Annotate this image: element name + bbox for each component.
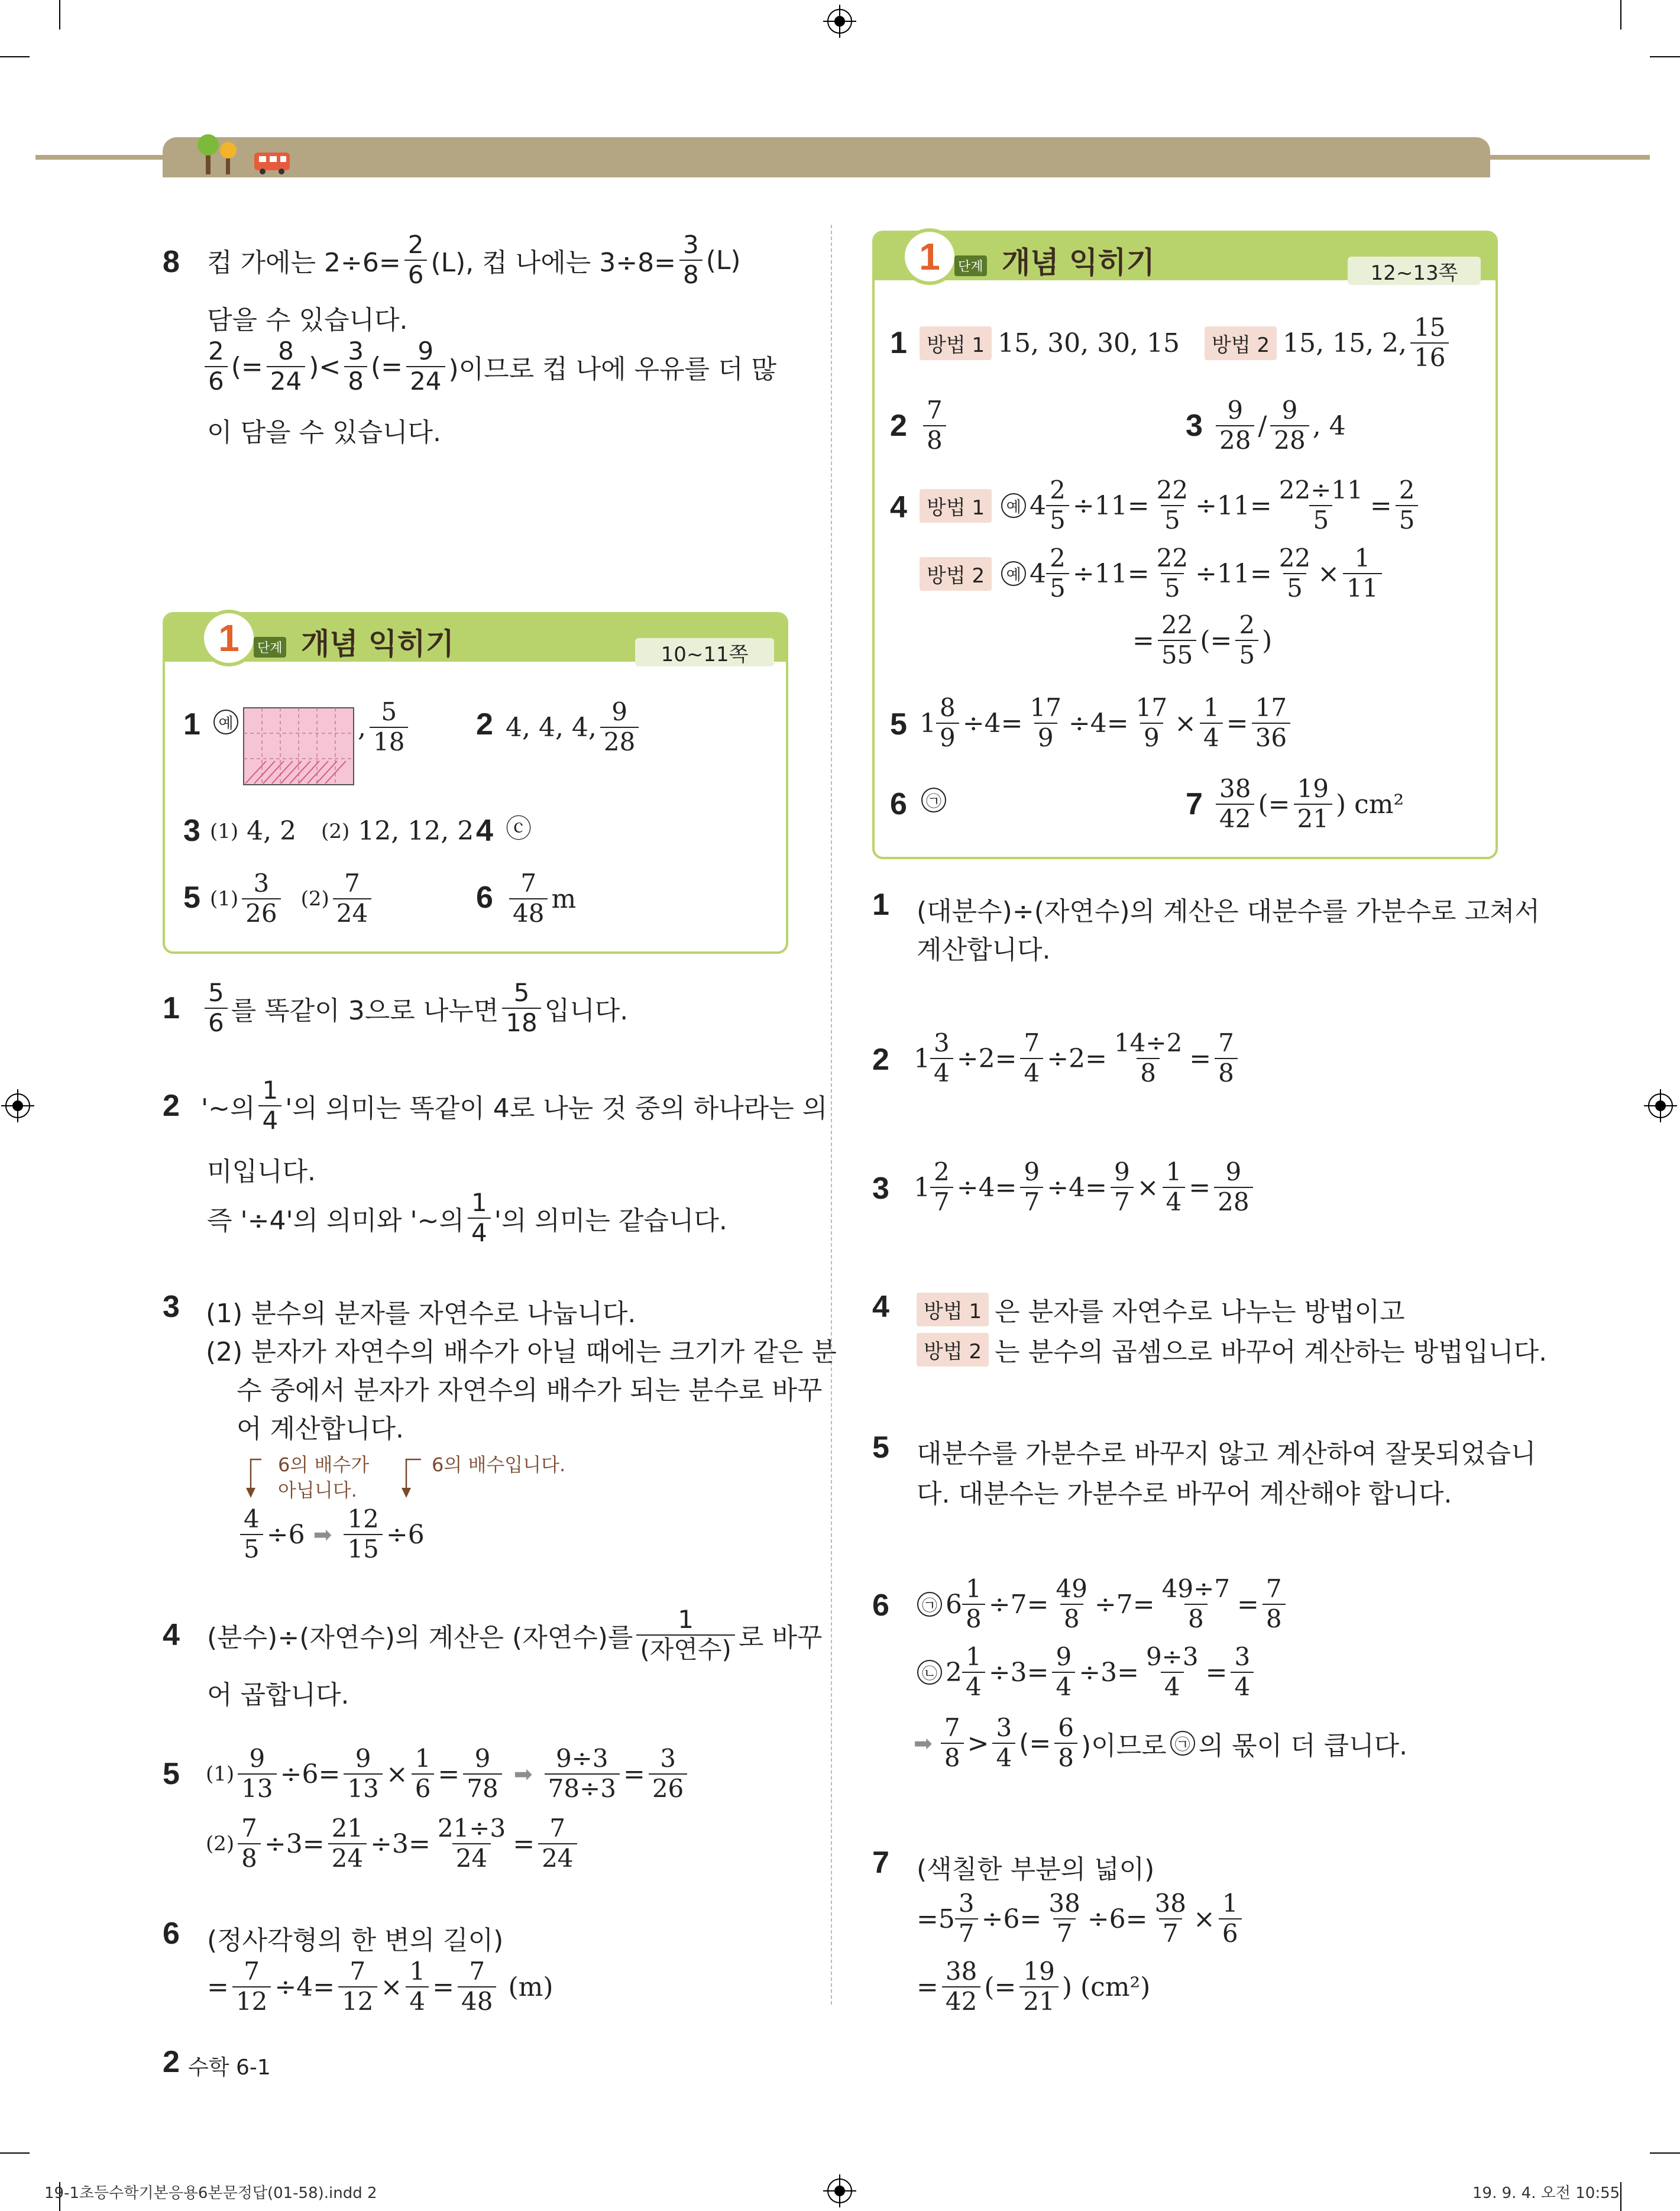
explanation-7-line3: = $\frac{38}{42}$ (= $\frac{19}{21}$ ) (cm²) bbox=[917, 1957, 1151, 2016]
registration-mark-icon bbox=[822, 4, 857, 39]
method-badge: 방법 2 bbox=[917, 1333, 989, 1367]
explanation-4-line1: 방법 1 은 분자를 자연수로 나누는 방법이고 bbox=[917, 1290, 1405, 1328]
answer-number: 3 bbox=[1186, 409, 1203, 443]
answer-1: 방법 1 15, 30, 30, 15 방법 2 15, 15, 2, $\frac{15}{16}$ bbox=[920, 310, 1452, 375]
box-title: 개념 익히기 bbox=[301, 627, 454, 661]
note-not-multiple: 6의 배수가 bbox=[278, 1454, 370, 1476]
registration-mark-icon bbox=[0, 1088, 35, 1124]
right-arrow-icon: ➡ bbox=[513, 1761, 533, 1787]
answer-4: ⓒ bbox=[506, 814, 532, 844]
crop-mark bbox=[59, 0, 60, 30]
answer-number: 5 bbox=[890, 707, 907, 742]
fraction: $\frac{2}{6}$ bbox=[404, 232, 428, 288]
fraction: $\frac{12}{15}$ bbox=[344, 1507, 382, 1562]
fraction: $\frac{3}{8}$ bbox=[679, 232, 703, 288]
method-badge: 방법 2 bbox=[920, 557, 992, 591]
column-divider bbox=[831, 225, 832, 2005]
explanation-2: 1 $\frac{3}{4}$ ÷2= $\frac{7}{4}$ ÷2= $\frac{14\div 2}{8}$ = $\frac{7}{8}$ bbox=[914, 1026, 1241, 1091]
fraction: $\frac{7}{48}$ bbox=[509, 871, 548, 927]
explanation-1: $\frac{5}{6}$ 를 똑같이 3으로 나누면 $\frac{5}{18}$ 입니다. bbox=[201, 976, 628, 1041]
answer-number: 7 bbox=[1186, 787, 1203, 821]
answer-number: 4 bbox=[476, 814, 493, 848]
explanation-number: 2 bbox=[872, 1043, 889, 1077]
explanation-3-line1: (1) 분수의 분자를 자연수로 나눕니다. bbox=[206, 1299, 636, 1329]
page-range: 12~13쪽 bbox=[1348, 257, 1481, 285]
print-date: 19. 9. 4. 오전 10:55 bbox=[1472, 2184, 1620, 2202]
explanation-7-line2: =5 $\frac{3}{7}$ ÷6= $\frac{38}{7}$ ÷6= $\frac{38}{7}$ × $\frac{1}{6}$ bbox=[917, 1886, 1245, 1951]
crop-mark bbox=[0, 56, 30, 57]
explanation-3-line2: (2) 분자가 자연수의 배수가 아닐 때에는 크기가 같은 분 bbox=[206, 1337, 837, 1367]
method-badge: 방법 2 bbox=[1205, 326, 1277, 360]
explanation-7-line1: (색칠한 부분의 넓이) bbox=[917, 1854, 1155, 1885]
registration-mark-icon bbox=[1, 0, 37, 35]
page-number: 2 bbox=[163, 2045, 180, 2079]
explanation-4-line2: 어 곱합니다. bbox=[207, 1680, 349, 1710]
answer-number: 3 bbox=[183, 814, 200, 848]
explanation-number: 4 bbox=[872, 1290, 889, 1324]
q8-line4: 이 담을 수 있습니다. bbox=[207, 417, 441, 448]
q8-line2: 담을 수 있습니다. bbox=[207, 305, 408, 335]
explanation-number: 2 bbox=[163, 1089, 180, 1123]
answer-number: 6 bbox=[890, 787, 907, 821]
method-badge: 방법 1 bbox=[920, 326, 992, 360]
method-badge: 방법 1 bbox=[917, 1293, 989, 1326]
note-not-multiple-2: 아닙니다. bbox=[278, 1479, 357, 1501]
explanation-number: 6 bbox=[872, 1588, 889, 1623]
explanation-number: 5 bbox=[872, 1430, 889, 1465]
explanation-3-line4: 어 계산합니다. bbox=[237, 1414, 404, 1444]
answer-7: $\frac{38}{42}$ (= $\frac{19}{21}$ ) cm² bbox=[1212, 772, 1404, 837]
header-tab bbox=[163, 137, 1490, 177]
step-label: 단계 bbox=[254, 637, 286, 658]
fraction: $\frac{1}{4}$ bbox=[258, 1078, 281, 1134]
explanation-5-row2: (2) $\frac{7}{8}$ ÷3= $\frac{21}{24}$ ÷3= $\frac{21\div 3}{24}$ = $\frac{7}{24}$ bbox=[206, 1811, 581, 1876]
example-mark: 예 bbox=[210, 710, 242, 734]
explanation-number: 4 bbox=[163, 1618, 180, 1652]
fraction: $\frac{3}{26}$ bbox=[242, 871, 280, 927]
explanation-6-row3: ➡ $\frac{7}{8}$ > $\frac{3}{4}$ (= $\frac{6}{8}$ )이므로 ㉠ 의 몫이 더 큽니다. bbox=[914, 1713, 1408, 1772]
explanation-number: 1 bbox=[872, 888, 889, 922]
explanation-3-example: $\frac{4}{5}$ ÷6 ➡ $\frac{12}{15}$ ÷6 bbox=[237, 1502, 425, 1567]
answer-5: 1 $\frac{8}{9}$ ÷4= $\frac{17}{9}$ ÷4= $\frac{17}{9}$ × $\frac{1}{4}$ = $\frac{17}{36}$ bbox=[920, 691, 1294, 756]
box-title: 개념 익히기 bbox=[1002, 245, 1155, 280]
answer-number: 4 bbox=[890, 490, 907, 525]
explanation-number: 5 bbox=[163, 1757, 180, 1791]
fraction: $\frac{9}{24}$ bbox=[406, 339, 445, 394]
explanation-1-line1: (대분수)÷(자연수)의 계산은 대분수를 가분수로 고쳐서 bbox=[917, 896, 1540, 927]
answer-6: $\frac{7}{48}$ m bbox=[506, 866, 576, 931]
answer-3: (1) 4, 2 (2) 12, 12, 2 bbox=[210, 816, 474, 846]
answer-number: 2 bbox=[476, 707, 493, 742]
explanation-number: 3 bbox=[872, 1171, 889, 1206]
answer-number: 6 bbox=[476, 880, 493, 915]
fraction: $\frac{5}{18}$ bbox=[370, 700, 408, 755]
explanation-6-row1: ㉠ 6 $\frac{1}{8}$ ÷7= $\frac{49}{8}$ ÷7= $\frac{49\div 7}{8}$ = $\frac{7}{8}$ bbox=[914, 1572, 1289, 1637]
answer-number: 5 bbox=[183, 880, 200, 915]
answer-4-row3: = $\frac{22}{55}$ (= $\frac{2}{5}$ ) bbox=[1132, 610, 1273, 669]
explanation-number: 7 bbox=[872, 1846, 889, 1880]
answer-number: 1 bbox=[183, 707, 200, 742]
q8-line3: $\frac{2}{6}$ (= $\frac{8}{24}$ )< $\frac{3}{8}$ (= $\frac{9}{24}$ )이므로 컵 나에 우유를 더 많 bbox=[201, 343, 776, 390]
tree-and-bus-icon bbox=[195, 130, 313, 177]
step-label: 단계 bbox=[954, 255, 987, 276]
file-name: 19-1초등수학기본응용6본문정답(01-58).indd 2 bbox=[44, 2184, 377, 2202]
explanation-number: 1 bbox=[163, 991, 180, 1025]
right-arrow-icon: ➡ bbox=[313, 1522, 332, 1548]
answer-3: $\frac{9}{28}$ / $\frac{9}{28}$ , 4 bbox=[1212, 393, 1346, 458]
method-badge: 방법 1 bbox=[920, 489, 992, 523]
explanation-5-line2: 다. 대분수는 가분수로 바꾸어 계산해야 합니다. bbox=[917, 1479, 1452, 1509]
answer-number: 2 bbox=[890, 409, 907, 443]
registration-mark-icon bbox=[822, 2173, 857, 2209]
fraction: $\frac{8}{24}$ bbox=[267, 339, 305, 394]
explanation-5-row1: (1) $\frac{9}{13}$ ÷6= $\frac{9}{13}$ × $\frac{1}{6}$ = $\frac{9}{78}$ ➡ $\frac{9\div 3}{78\div 3}$ = $\frac{3}{26}$ bbox=[206, 1741, 691, 1807]
note-is-multiple: 6의 배수입니다. bbox=[432, 1454, 566, 1476]
question-number: 8 bbox=[163, 245, 180, 279]
answer-6: ㉠ bbox=[918, 788, 950, 812]
fraction: $\frac{1}{4}$ bbox=[468, 1190, 491, 1246]
fraction: $\frac{1}{\text{(자연수)}}$ bbox=[636, 1607, 735, 1663]
answer-number: 1 bbox=[890, 326, 907, 360]
crop-mark bbox=[1620, 0, 1621, 30]
answer-1: , $\frac{5}{18}$ bbox=[358, 692, 412, 763]
explanation-2-line3: 즉 '÷4'의 의미와 '~의 $\frac{1}{4}$ '의 의미는 같습니다. bbox=[207, 1188, 727, 1247]
answer-2: $\frac{7}{8}$ bbox=[920, 393, 950, 458]
answer-4-row1: 방법 1 예 4 $\frac{2}{5}$ ÷11= $\frac{22}{5}$ ÷11= $\frac{22\div 11}{5}$ = $\frac{2}{5}$ bbox=[920, 473, 1422, 538]
explanation-6-line1: (정사각형의 한 변의 길이) bbox=[207, 1925, 504, 1956]
fraction: $\frac{4}{5}$ bbox=[240, 1507, 263, 1562]
page-range: 10~11쪽 bbox=[635, 638, 774, 666]
shaded-rectangle-figure bbox=[242, 707, 355, 786]
fraction: $\frac{7}{24}$ bbox=[333, 871, 371, 927]
fraction: $\frac{3}{8}$ bbox=[344, 339, 367, 394]
explanation-4-line1: (분수)÷(자연수)의 계산은 (자연수)를 $\frac{1}{\text{(자연수)}}$ 로 바꾸 bbox=[207, 1605, 823, 1664]
explanation-5-line1: 대분수를 가분수로 바꾸지 않고 계산하여 잘못되었습니 bbox=[917, 1439, 1536, 1469]
answer-5: (1) $\frac{3}{26}$ (2) $\frac{7}{24}$ bbox=[210, 866, 375, 931]
explanation-1-line2: 계산합니다. bbox=[917, 935, 1051, 965]
fraction: $\frac{5}{6}$ bbox=[205, 980, 228, 1036]
explanation-6-line2: = $\frac{7}{12}$ ÷4= $\frac{7}{12}$ × $\frac{1}{4}$ = $\frac{7}{48}$ (m) bbox=[207, 1957, 553, 2016]
explanation-3-line3: 수 중에서 분자가 자연수의 배수가 되는 분수로 바꾸 bbox=[237, 1375, 823, 1406]
step-circle: 1 bbox=[901, 228, 958, 285]
explanation-3: 1 $\frac{2}{7}$ ÷4= $\frac{9}{7}$ ÷4= $\frac{9}{7}$ × $\frac{1}{4}$ = $\frac{9}{28}$ bbox=[914, 1155, 1257, 1220]
crop-mark bbox=[0, 2152, 30, 2154]
explanation-number: 3 bbox=[163, 1290, 180, 1324]
explanation-2-line1: '~의 $\frac{1}{4}$ '의 의미는 똑같이 4로 나눈 것 중의 하나라는 의 bbox=[201, 1076, 828, 1135]
fraction: $\frac{9}{28}$ bbox=[600, 700, 639, 755]
answer-4-row2: 방법 2 예 4 $\frac{2}{5}$ ÷11= $\frac{22}{5}$ ÷11= $\frac{22}{5}$ × $\frac{1}{11}$ bbox=[920, 541, 1386, 606]
crop-mark bbox=[1650, 56, 1680, 57]
explanation-number: 6 bbox=[163, 1917, 180, 1951]
right-arrow-icon: ➡ bbox=[914, 1730, 933, 1756]
fraction: $\frac{5}{18}$ bbox=[502, 980, 540, 1036]
answer-2: 4, 4, 4, $\frac{9}{28}$ bbox=[506, 692, 642, 763]
crop-mark bbox=[1650, 2152, 1680, 2154]
explanation-4-line2: 방법 2 는 분수의 곱셈으로 바꾸어 계산하는 방법입니다. bbox=[917, 1331, 1547, 1368]
explanation-2-line2: 미입니다. bbox=[207, 1157, 316, 1187]
step-circle: 1 bbox=[200, 610, 257, 666]
book-label: 수학 6-1 bbox=[188, 2055, 271, 2080]
registration-mark-icon bbox=[1643, 1088, 1678, 1124]
fraction: $\frac{2}{6}$ bbox=[205, 339, 228, 394]
q8-line1: 컵 가에는 2÷6= $\frac{2}{6}$ (L), 컵 나에는 3÷8= $\frac{3}{8}$ (L) bbox=[207, 230, 741, 289]
crop-mark bbox=[1620, 2182, 1621, 2211]
explanation-6-row2: ㉡ 2 $\frac{1}{4}$ ÷3= $\frac{9}{4}$ ÷3= $\frac{9\div 3}{4}$ = $\frac{3}{4}$ bbox=[914, 1640, 1257, 1705]
